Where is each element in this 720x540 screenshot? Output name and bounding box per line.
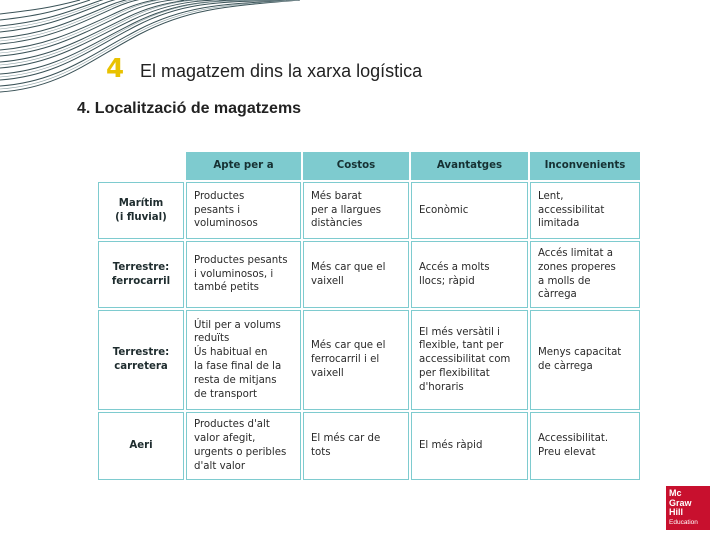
text-line: (i fluvial): [115, 211, 167, 223]
table-cell: [303, 310, 409, 410]
text-line: resta de mitjans: [194, 374, 277, 386]
text-line: flexible, tant per: [419, 340, 504, 352]
table-cell: [530, 241, 640, 308]
text-line: la fase final de la: [194, 361, 282, 372]
text-line: Menys capacitat: [538, 347, 622, 359]
text-line: vaixell: [311, 367, 344, 379]
text-line: Accés limitat a: [538, 247, 613, 259]
text-line: El més ràpid: [419, 440, 483, 452]
text-line: Productes pesants: [194, 254, 288, 266]
text-line: carretera: [114, 361, 168, 372]
text-line: valor afegit,: [194, 433, 256, 445]
text-line: ferrocarril i el: [311, 354, 380, 366]
text-line: tots: [311, 447, 331, 458]
logo-word: Mc: [669, 488, 682, 498]
text-line: zones properes: [538, 261, 616, 273]
text-line: Ús habitual en: [194, 347, 268, 359]
text-line: urgents o peribles: [194, 447, 287, 458]
text-line: de càrrega: [538, 361, 593, 372]
table-cell: [530, 182, 640, 239]
section-title: 4. Localització de magatzems: [77, 100, 302, 117]
table-cell: [186, 412, 301, 480]
text-line: d'alt valor: [194, 460, 246, 472]
column-header: Apte per a: [186, 152, 301, 180]
text-line: Terrestre:: [112, 261, 170, 273]
column-header: Avantatges: [411, 152, 528, 180]
text-line: i voluminosos, i: [194, 268, 274, 280]
table-row: [98, 412, 640, 480]
text-line: Accessibilitat.: [538, 433, 609, 445]
text-line: distàncies: [311, 218, 363, 230]
text-line: Més car que el: [311, 340, 386, 352]
text-line: vaixell: [311, 275, 344, 287]
text-line: per a llargues: [311, 204, 382, 216]
transport-comparison-table: [96, 150, 642, 482]
text-line: llocs; ràpid: [419, 275, 475, 287]
header-corner: [98, 152, 184, 180]
text-line: limitada: [538, 218, 580, 230]
text-line: ferrocarril: [111, 275, 171, 287]
logo-word: Hill: [669, 507, 684, 517]
text-line: també petits: [194, 282, 259, 294]
text-line: voluminosos: [194, 218, 258, 230]
text-line: per flexibilitat: [419, 367, 490, 379]
table-cell: [411, 310, 528, 410]
text-line: accessibilitat com: [419, 354, 511, 366]
table-cell: [411, 412, 528, 480]
column-header: Costos: [303, 152, 409, 180]
text-line: d'horaris: [419, 381, 464, 393]
text-line: Productes: [194, 190, 245, 202]
text-line: càrrega: [538, 289, 577, 301]
logo-subtitle: Education: [669, 518, 698, 526]
text-line: pesants i: [194, 204, 241, 216]
table-cell: [530, 412, 640, 480]
table-cell: [186, 182, 301, 239]
text-line: Terrestre:: [112, 347, 170, 359]
table-cell: [530, 310, 640, 410]
logo-word: Graw: [669, 497, 692, 508]
column-header: Inconvenients: [530, 152, 640, 180]
text-line: reduïts: [194, 333, 230, 345]
chapter-number: 4: [106, 54, 125, 84]
text-line: El més versàtil i: [419, 326, 501, 338]
text-line: Lent,: [538, 190, 564, 202]
text-line: Útil per a volums: [194, 319, 281, 331]
table-cell: [186, 241, 301, 308]
text-line: Econòmic: [419, 204, 469, 216]
text-line: Accés a molts: [419, 261, 490, 273]
text-line: a molls de: [538, 275, 591, 287]
row-label: [98, 412, 184, 480]
row-label: [98, 182, 184, 239]
table-cell: [303, 182, 409, 239]
table-row: [98, 310, 640, 410]
text-line: Productes d'alt: [194, 419, 270, 431]
text-line: Preu elevat: [538, 447, 596, 458]
table-row: [98, 182, 640, 239]
text-line: de transport: [194, 388, 258, 400]
row-label: [98, 241, 184, 308]
table-cell: [303, 241, 409, 308]
chapter-title: El magatzem dins la xarxa logística: [140, 61, 423, 81]
text-line: Marítim: [118, 197, 164, 209]
table-cell: [186, 310, 301, 410]
text-line: accessibilitat: [538, 204, 605, 216]
table-cell: [411, 182, 528, 239]
publisher-logo: [666, 486, 710, 530]
table-row: [98, 241, 640, 308]
table-cell: [411, 241, 528, 308]
text-line: Més barat: [311, 190, 362, 202]
text-line: El més car de: [311, 433, 381, 445]
row-label: [98, 310, 184, 410]
text-line: Més car que el: [311, 261, 386, 273]
text-line: Aeri: [129, 440, 153, 452]
table-header-row: [98, 152, 640, 180]
table-cell: [303, 412, 409, 480]
